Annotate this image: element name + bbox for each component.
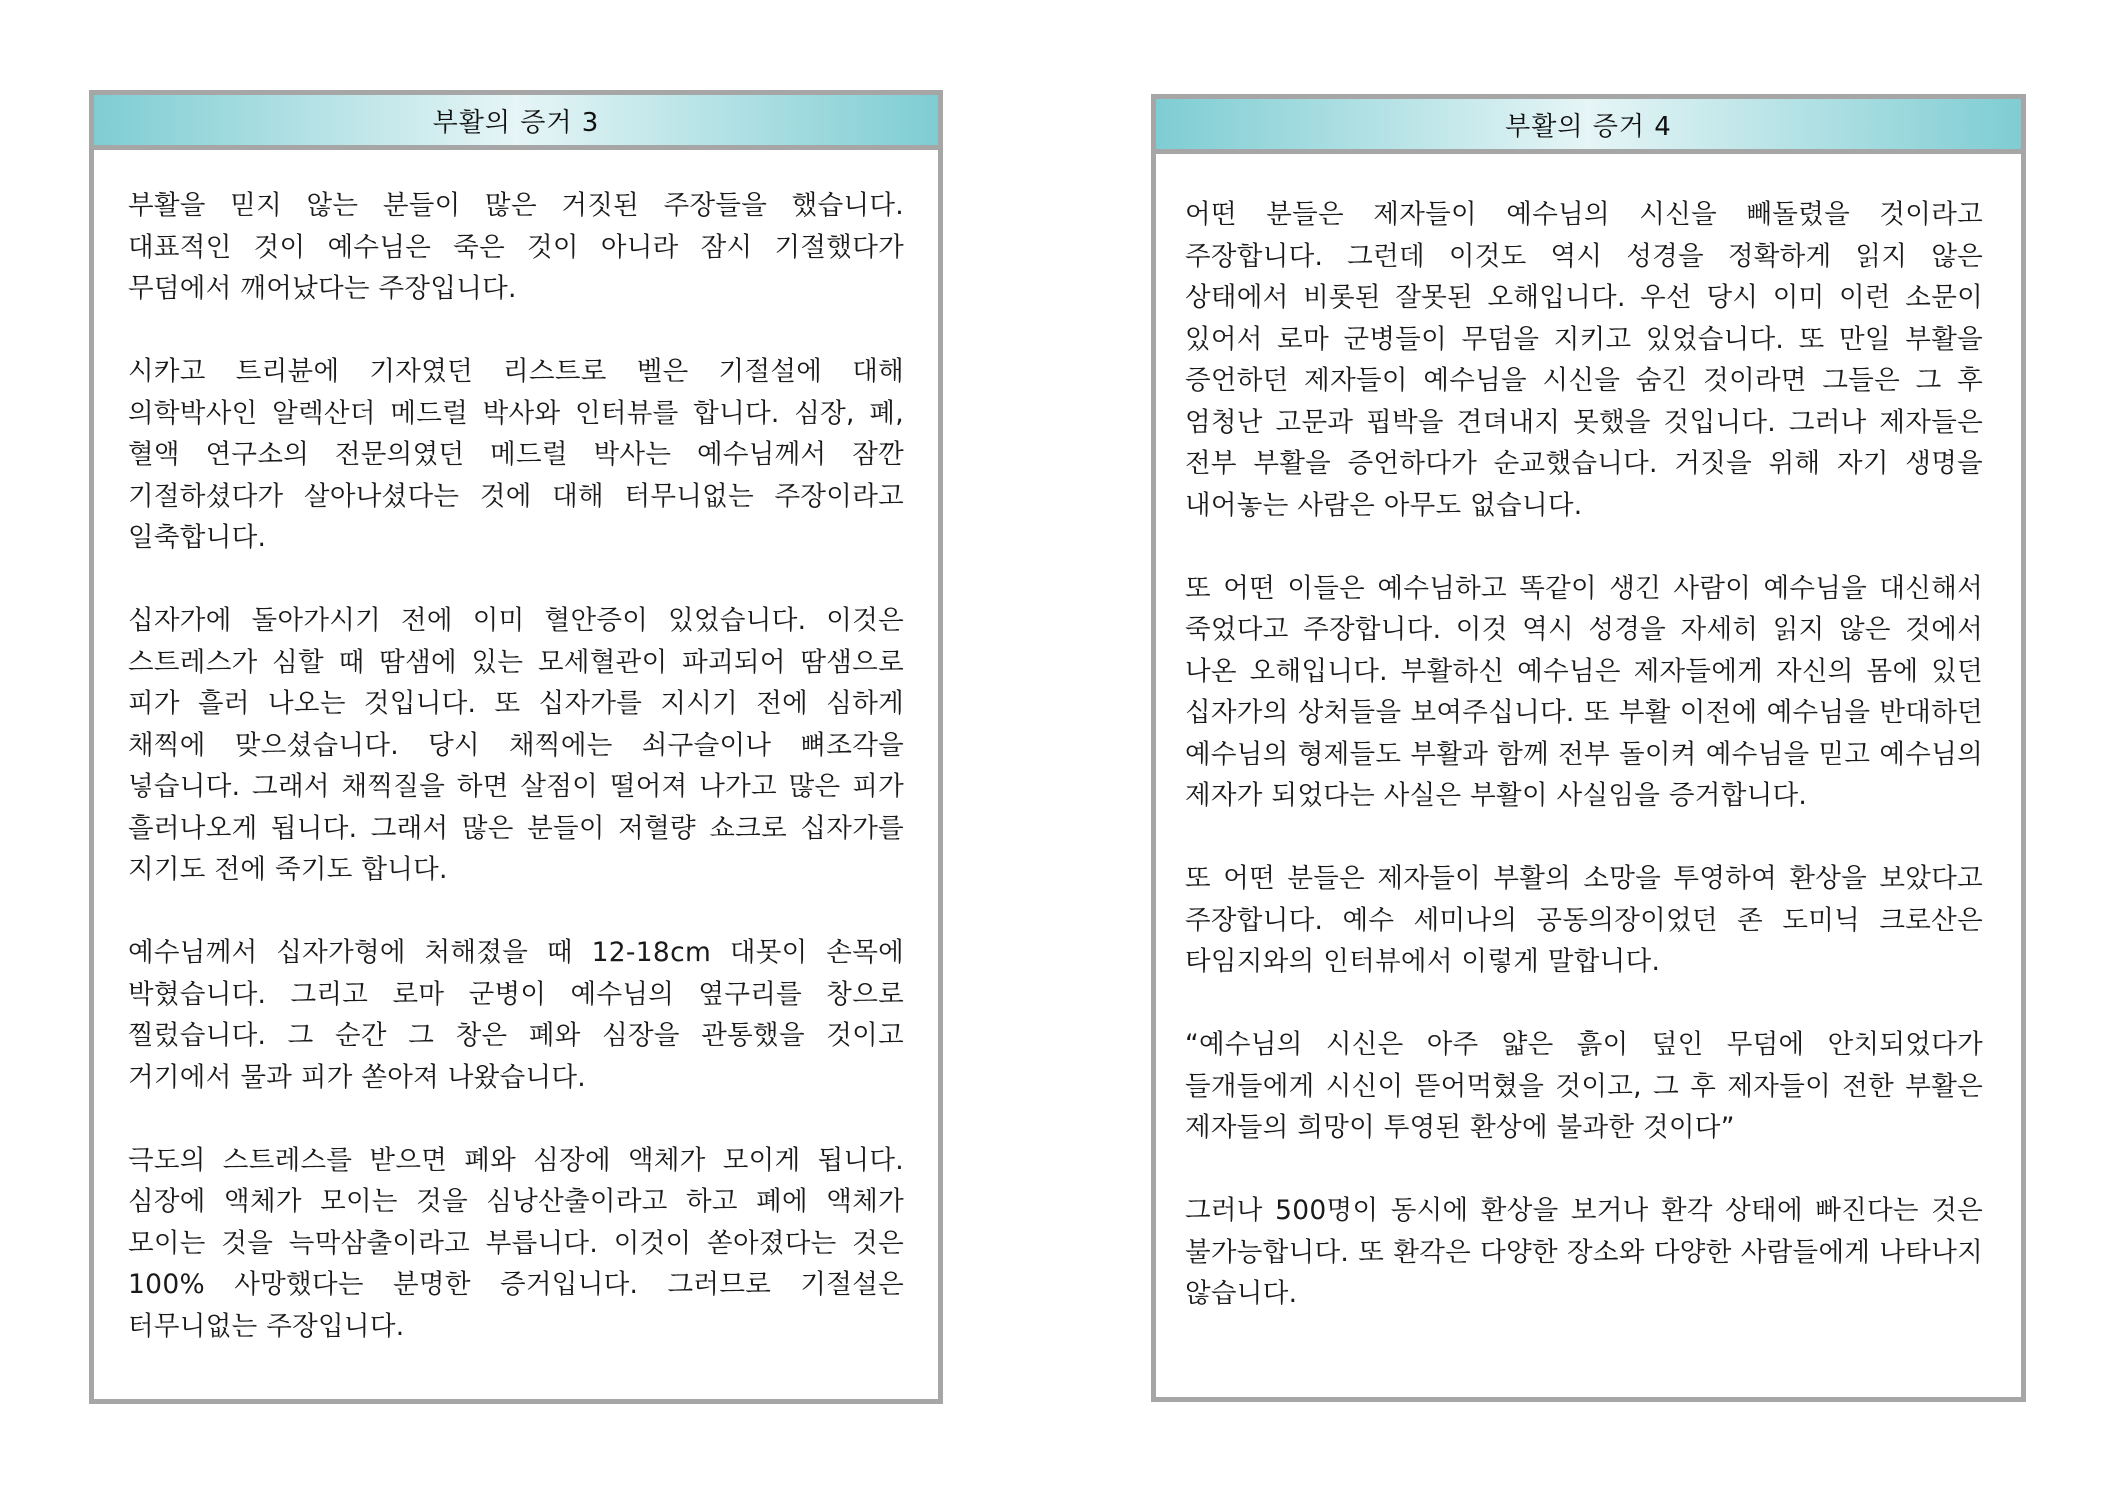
panel-title-left: 부활의 증거 3 — [94, 95, 938, 150]
panel-body-left — [128, 185, 904, 1347]
paragraph: “예수님의 시신은 아주 얇은 흙이 덮인 무덤에 안치되었다가 들개들에게 시신이 뜯어먹혔을 것이고, 그 후 제자들이 전한 부활은 제자들의 희망이 투영된 환상에 불과한 것이다” — [1185, 1029, 1983, 1143]
paragraph: 어떤 분들은 제자들이 예수님의 시신을 빼돌렸을 것이라고 주장합니다. 그런데 이것도 역시 성경을 정확하게 읽지 않은 상태에서 비롯된 잘못된 오해입니다. 우선 당시 이미 이런 소문이 있어서 로마 군병들이 무덤을 지키고 있었습니다. 또 만일 부활을 증언하던 제자들이 예수님을 시신을 숨긴 것이라면 그들은 그 후 엄청난 고문과 핍박을 견뎌내지 못했을 것입니다. 그러나 제자들은 전부 부활을 증언하다가 순교했습니다. 거짓을 위해 자기 생명을 내어놓는 사람은 아무도 없습니다. — [1185, 199, 1983, 521]
paragraph: 부활을 믿지 않는 분들이 많은 거짓된 주장들을 했습니다. 대표적인 것이 예수님은 죽은 것이 아니라 잠시 기절했다가 무덤에서 깨어났다는 주장입니다. — [128, 190, 904, 304]
page-panel-left — [89, 90, 943, 1404]
paragraph: 극도의 스트레스를 받으면 폐와 심장에 액체가 모이게 됩니다. 심장에 액체가 모이는 것을 심낭산출이라고 하고 폐에 액체가 모이는 것을 늑막삼출이라고 부릅니다. 이것이 쏟아졌다는 것은 100% 사망했다는 분명한 증거입니다. 그러므로 기절설은 터무니없는 주장입니다. — [128, 1144, 904, 1342]
panel-title-right: 부활의 증거 4 — [1156, 99, 2021, 154]
paragraph: 그러나 500명이 동시에 환상을 보거나 환각 상태에 빠진다는 것은 불가능합니다. 또 환각은 다양한 장소와 다양한 사람들에게 나타나지 않습니다. — [1185, 1195, 1983, 1309]
paragraph: 또 어떤 이들은 예수님하고 똑같이 생긴 사람이 예수님을 대신해서 죽었다고 주장합니다. 이것 역시 성경을 자세히 읽지 않은 것에서 나온 오해입니다. 부활하신 예수님은 제자들에게 자신의 몸에 있던 십자가의 상처들을 보여주십니다. 또 부활 이전에 예수님을 반대하던 예수님의 형제들도 부활과 함께 전부 돌이켜 예수님을 믿고 예수님의 제자가 되었다는 사실은 부활이 사실임을 증거합니다. — [1185, 572, 1983, 811]
panel-body-right — [1185, 194, 1983, 1315]
paragraph: 또 어떤 분들은 제자들이 부활의 소망을 투영하여 환상을 보았다고 주장합니다. 예수 세미나의 공동의장이었던 존 도미닉 크로산은 타임지와의 인터뷰에서 이렇게 말합니다. — [1185, 863, 1983, 977]
paragraph: 시카고 트리뷴에 기자였던 리스트로 벨은 기절설에 대해 의학박사인 알렉산더 메드럴 박사와 인터뷰를 합니다. 심장, 폐, 혈액 연구소의 전문의였던 메드럴 박사는 예수님께서 잠깐 기절하셨다가 살아나셨다는 것에 대해 터무니없는 주장이라고 일축합니다. — [128, 356, 904, 553]
page-panel-right — [1151, 94, 2026, 1402]
paragraph: 예수님께서 십자가형에 처해졌을 때 12-18cm 대못이 손목에 박혔습니다. 그리고 로마 군병이 예수님의 옆구리를 창으로 찔렀습니다. 그 순간 그 창은 폐와 심장을 관통했을 것이고 거기에서 물과 피가 쏟아져 나왔습니다. — [128, 937, 904, 1093]
paragraph: 십자가에 돌아가시기 전에 이미 혈안증이 있었습니다. 이것은 스트레스가 심할 때 땀샘에 있는 모세혈관이 파괴되어 땀샘으로 피가 흘러 나오는 것입니다. 또 십자가를 지시기 전에 심하게 채찍에 맞으셨습니다. 당시 채찍에는 쇠구슬이나 뼈조각을 넣습니다. 그래서 채찍질을 하면 살점이 떨어져 나가고 많은 피가 흘러나오게 됩니다. 그래서 많은 분들이 저혈량 쇼크로 십자가를 지기도 전에 죽기도 합니다. — [128, 605, 904, 885]
